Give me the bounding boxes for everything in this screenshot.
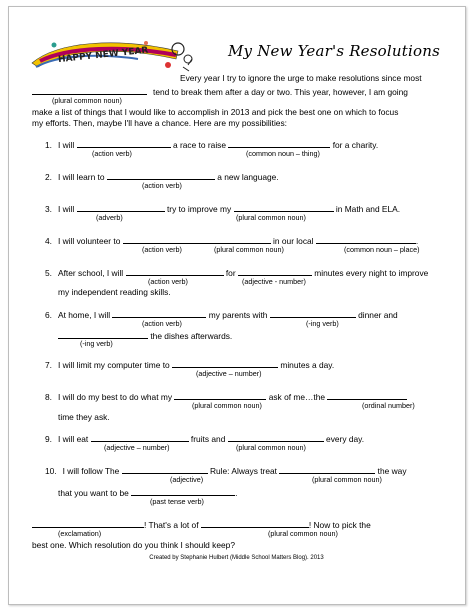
blank-6b[interactable]	[270, 308, 356, 318]
blank-1b[interactable]	[228, 138, 330, 148]
hint-10c: (past tense verb)	[150, 497, 204, 506]
blank-intro[interactable]	[32, 85, 147, 95]
blank-4a[interactable]	[123, 234, 271, 244]
list-item-4: 4. I will volunteer to in our local .	[45, 236, 419, 246]
blank-7a[interactable]	[172, 358, 278, 368]
blank-close-b[interactable]	[201, 518, 309, 528]
list-item-6: 6. At home, I will my parents with dinner and	[45, 310, 398, 320]
hint-10b: (plural common noun)	[312, 475, 382, 484]
hint-6b: (-ing verb)	[306, 319, 339, 328]
hint-6a: (action verb)	[142, 319, 182, 328]
blank-10a[interactable]	[122, 464, 208, 474]
list-item-5-cont: my independent reading skills.	[58, 287, 171, 297]
blank-3a[interactable]	[77, 202, 165, 212]
list-item-8: 8. I will do my best to do what my ask of me…the	[45, 390, 407, 402]
list-item-3: 3. I will try to improve my in Math and ELA.	[45, 204, 401, 214]
hint-4b: (plural common noun)	[214, 245, 284, 254]
hint-5a: (action verb)	[148, 277, 188, 286]
blank-3b[interactable]	[234, 202, 334, 212]
hint-1b: (common noun – thing)	[246, 149, 320, 158]
blank-10c[interactable]	[131, 486, 235, 496]
blank-8a[interactable]	[174, 390, 266, 400]
intro-line-4: my efforts. Then, maybe I'll have a chance. Here are my possibilities:	[32, 118, 287, 128]
blank-9a[interactable]	[91, 432, 189, 442]
blank-close-a[interactable]	[32, 518, 144, 528]
closing-hint-b: (plural common noun)	[268, 529, 338, 538]
intro-line-3: make a list of things that I would like to accomplish in 2013 and pick the best one on which to focus	[32, 107, 399, 117]
blank-5a[interactable]	[126, 266, 224, 276]
blank-2a[interactable]	[107, 170, 215, 180]
intro-line-2: tend to break them after a day or two. This year, however, I am going	[32, 85, 408, 97]
hint-8b: (ordinal number)	[362, 401, 415, 410]
list-item-10-cont: that you want to be .	[58, 488, 238, 498]
list-item-6-cont: the dishes afterwards.	[58, 329, 232, 341]
blank-10b[interactable]	[279, 464, 375, 474]
hint-9a: (adjective – number)	[104, 443, 170, 452]
svg-text:HAPPY NEW YEAR: HAPPY NEW YEAR	[57, 45, 149, 66]
intro-hint: (plural common noun)	[52, 96, 122, 105]
blank-9b[interactable]	[228, 432, 324, 442]
hint-2a: (action verb)	[142, 181, 182, 190]
hint-9b: (plural common noun)	[236, 443, 306, 452]
blank-1a[interactable]	[77, 138, 171, 148]
blank-6c[interactable]	[58, 329, 148, 339]
credit-line: Created by Stephanie Hulbert (Middle School Matters Blog). 2013	[149, 555, 324, 561]
list-item-7: 7. I will limit my computer time to minutes a day.	[45, 360, 335, 370]
blank-8b[interactable]	[327, 390, 407, 400]
list-item-1: 1. I will a race to raise for a charity.	[45, 140, 379, 150]
closing-line-2: best one. Which resolution do you think I should keep?	[32, 540, 235, 550]
list-item-5: 5. After school, I will for minutes every night to improve	[45, 268, 429, 278]
list-item-9: 9. I will eat fruits and every day.	[45, 434, 365, 444]
blank-6a[interactable]	[112, 308, 206, 318]
intro-line-1: Every year I try to ignore the urge to make resolutions since most	[180, 73, 422, 83]
hint-4c: (common noun – place)	[344, 245, 420, 254]
hint-7a: (adjective – number)	[196, 369, 262, 378]
hint-5b: (adjective - number)	[242, 277, 306, 286]
hint-1a: (action verb)	[92, 149, 132, 158]
blank-4b[interactable]	[316, 234, 416, 244]
list-item-10: 10. I will follow The Rule: Always treat the way	[45, 466, 407, 476]
hint-3b: (plural common noun)	[236, 213, 306, 222]
list-item-8-cont: time they ask.	[58, 412, 110, 422]
hint-3a: (adverb)	[96, 213, 123, 222]
closing-line-1: ! That's a lot of ! Now to pick the	[32, 518, 371, 530]
blank-5b[interactable]	[238, 266, 312, 276]
hint-4a: (action verb)	[142, 245, 182, 254]
hint-6c: (-ing verb)	[80, 339, 113, 348]
closing-hint-a: (exclamation)	[58, 529, 102, 538]
hint-8a: (plural common noun)	[192, 401, 262, 410]
hint-10a: (adjective)	[170, 475, 204, 484]
happy-new-year-banner-icon	[28, 37, 198, 73]
page-title: My New Year's Resolutions	[228, 42, 440, 60]
list-item-2: 2. I will learn to a new language.	[45, 172, 279, 182]
